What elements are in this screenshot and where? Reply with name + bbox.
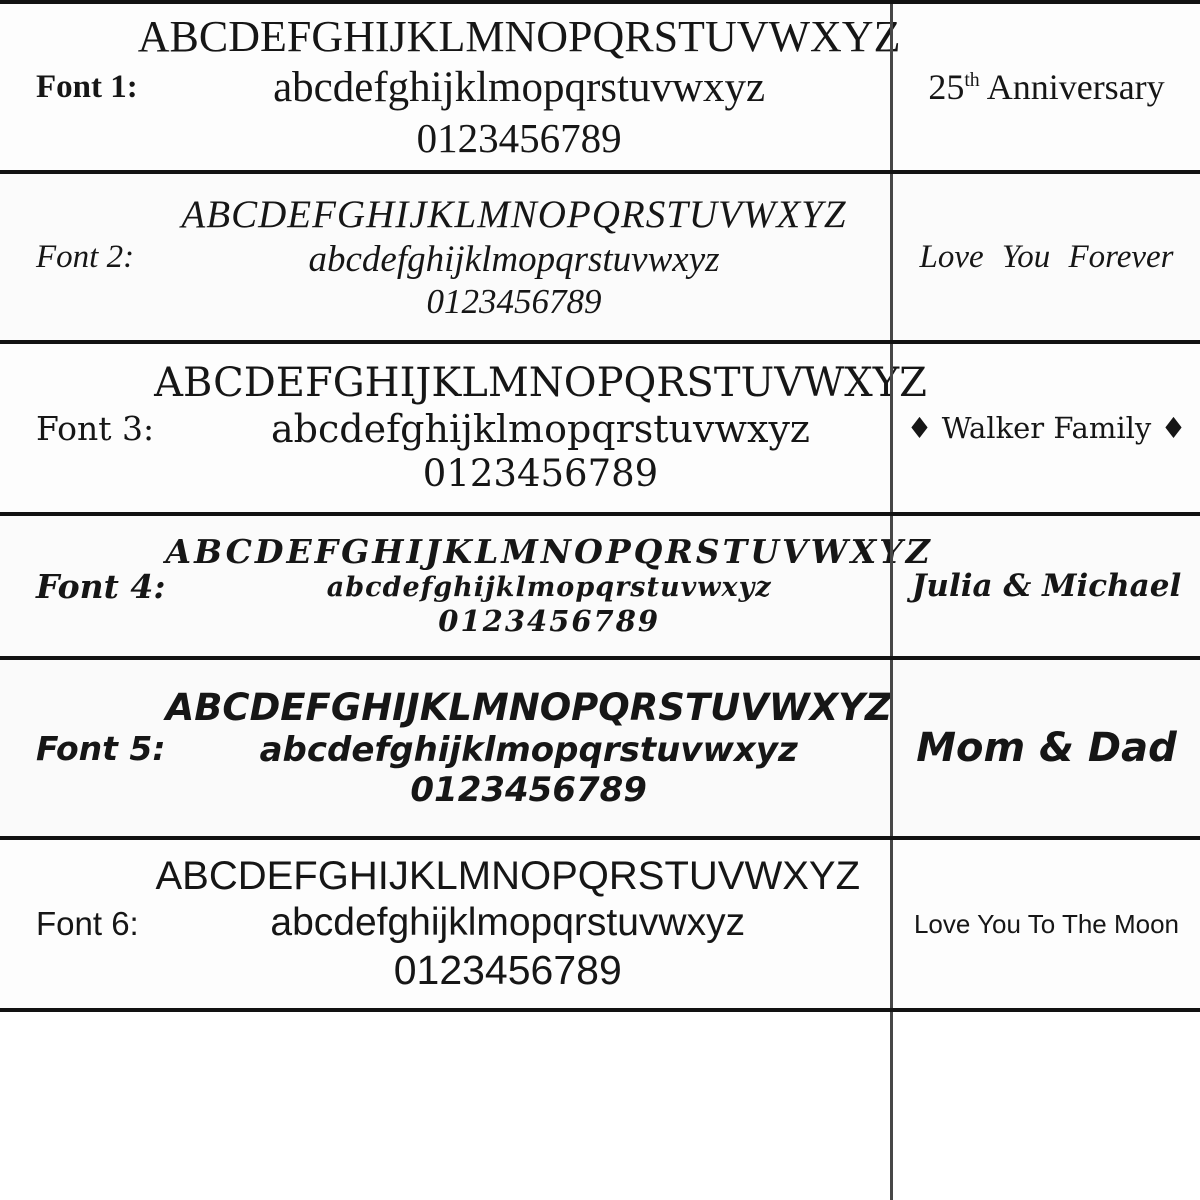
font-row-label: Font 3: (36, 408, 155, 448)
engraving-example-cell (890, 840, 1200, 1008)
lowercase-sample: abcdefghijklmopqrstuvwxyz (308, 238, 720, 280)
font-row-2 (0, 170, 1200, 340)
digits-sample: 0123456789 (438, 604, 661, 639)
alphabet-specimen (138, 11, 931, 162)
digits-sample: 0123456789 (416, 115, 622, 162)
font-row-label: Font 2: (36, 238, 135, 275)
empty-bottom-row (0, 1008, 1200, 1200)
lowercase-sample: abcdefghijklmopqrstuvwxyz (271, 407, 810, 452)
engraving-example (928, 66, 1164, 108)
uppercase-sample: ABCDEFGHIJKLMNOPQRSTUVWXYZ (137, 12, 901, 62)
font-row-4 (0, 512, 1200, 656)
empty-left-cell (0, 1012, 890, 1200)
ordinal-suffix: th (964, 69, 980, 91)
font-row-label: Font 5: (36, 728, 166, 768)
digits-sample: 0123456789 (393, 947, 622, 994)
font-row-5-specimen-cell (0, 660, 890, 836)
lowercase-sample: abcdefghijklmopqrstuvwxyz (273, 64, 766, 112)
font-row-3-specimen-cell (0, 344, 927, 512)
font-row-6 (0, 836, 1200, 1008)
font-row-label: Font 6: (36, 905, 139, 942)
digits-sample: 0123456789 (422, 452, 659, 496)
alphabet-specimen (166, 686, 922, 810)
engraving-example-cell (890, 516, 1200, 656)
empty-right-cell (890, 1012, 1200, 1200)
font-row-label: Font 4: (36, 566, 166, 606)
font-row-1 (0, 0, 1200, 170)
font-row-label: Font 1: (36, 68, 138, 105)
font-row-5 (0, 656, 1200, 836)
engraving-example: Love You Forever (919, 238, 1174, 275)
engraving-example-cell (890, 4, 1200, 170)
font-row-1-specimen-cell (0, 4, 901, 170)
example-text: Anniversary (979, 67, 1165, 107)
alphabet-specimen (154, 360, 957, 496)
font-row-3 (0, 340, 1200, 512)
uppercase-sample: ABCDEFGHIJKLMNOPQRSTUVWXYZ (165, 532, 933, 572)
engraving-example: Love You To The Moon (913, 908, 1180, 939)
alphabet-specimen (168, 192, 890, 323)
lowercase-sample: abcdefghijklmopqrstuvwxyz (326, 572, 772, 604)
lowercase-sample: abcdefghijklmopqrstuvwxyz (270, 901, 746, 945)
alphabet-specimen (155, 853, 890, 995)
font-row-6-specimen-cell (0, 840, 890, 1008)
uppercase-sample: ABCDEFGHIJKLMNOPQRSTUVWXYZ (181, 192, 847, 236)
digits-sample: 0123456789 (426, 282, 602, 322)
font-row-2-specimen-cell (0, 174, 890, 340)
digits-sample: 0123456789 (410, 769, 647, 810)
uppercase-sample: ABCDEFGHIJKLMNOPQRSTUVWXYZ (165, 686, 892, 730)
lowercase-sample: abcdefghijklmopqrstuvwxyz (259, 729, 798, 770)
uppercase-sample: ABCDEFGHIJKLMNOPQRSTUVWXYZ (155, 854, 860, 899)
engraving-example: Julia & Michael (911, 568, 1182, 604)
engraving-example: ♦ Walker Family ♦ (906, 411, 1187, 445)
engraving-example-cell (890, 660, 1200, 836)
alphabet-specimen (166, 533, 963, 638)
engraving-example: Mom & Dad (916, 725, 1177, 771)
uppercase-sample: ABCDEFGHIJKLMNOPQRSTUVWXYZ (154, 360, 927, 407)
engraving-example-cell (890, 344, 1200, 512)
engraving-example-cell (890, 174, 1200, 340)
font-row-4-specimen-cell (0, 516, 933, 656)
example-number: 25 (928, 67, 965, 107)
